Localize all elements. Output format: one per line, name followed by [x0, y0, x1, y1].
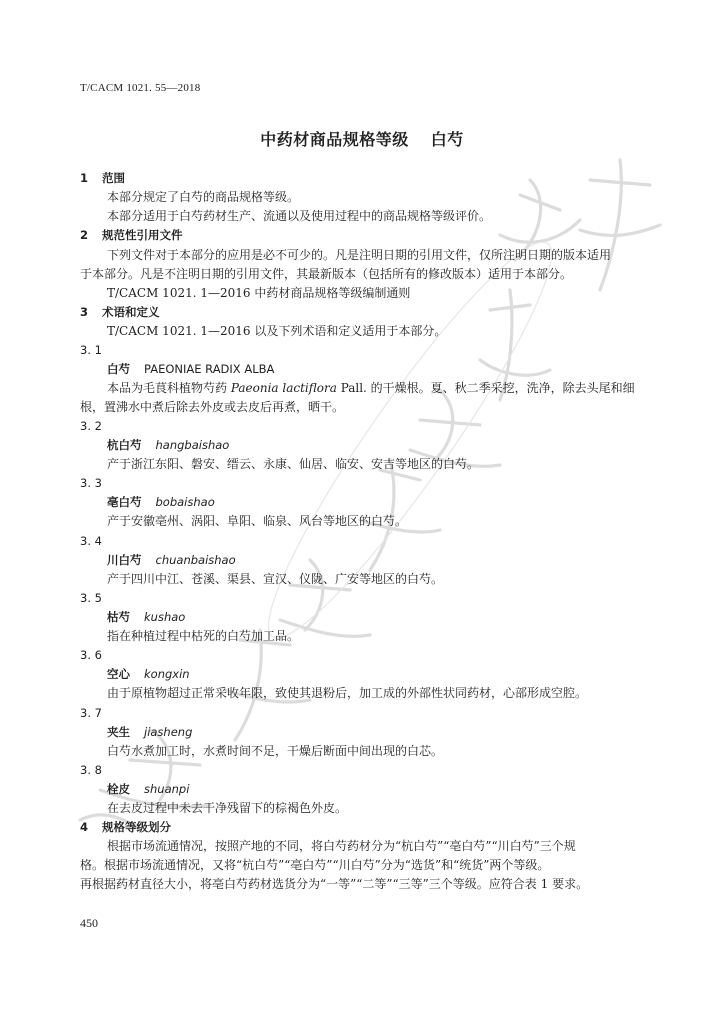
section-3-heading: 3 术语和定义: [80, 305, 160, 319]
section-4-line-1: 根据市场流通情况，按照产地的不同，将白芍药材分为“杭白芍”“亳白芍”“川白芍”三个规: [107, 839, 576, 853]
term-3-7-title: 夹生 jiasheng: [107, 725, 193, 739]
term-3-8-title: 栓皮 shuanpi: [107, 782, 190, 796]
section-4-heading: 4 规格等级划分: [80, 820, 171, 834]
term-3-1-number: 3. 1: [80, 343, 102, 357]
term-3-2-title: 杭白芍 hangbaishao: [107, 438, 230, 452]
document-title: [0, 130, 724, 150]
section-1-heading: 1 范围: [80, 171, 125, 185]
section-3-para-1: T/CACM 1021. 1—2016 以及下列术语和定义适用于本部分。: [107, 324, 447, 338]
standard-code: T/CACM 1021. 55—2018: [80, 82, 201, 94]
term-3-7-number: 3. 7: [80, 706, 102, 720]
term-3-6-number: 3. 6: [80, 648, 102, 662]
term-3-3-definition: 产于安徽亳州、涡阳、阜阳、临泉、风台等地区的白芍。: [107, 514, 408, 528]
term-3-4-title: 川白芍 chuanbaishao: [107, 553, 236, 567]
term-3-1-definition-line-1: 本品为毛茛科植物芍药 Paeonia lactiflora Pall. 的干燥根。夏、秋二季采挖，洗净，除去头尾和细: [107, 381, 635, 395]
term-3-3-number: 3. 3: [80, 476, 102, 490]
term-3-2-definition: 产于浙江东阳、磐安、缙云、永康、仙居、临安、安吉等地区的白芍。: [107, 457, 480, 471]
term-3-1-definition-line-2: 根，置沸水中煮后除去外皮或去皮后再煮，晒干。: [80, 400, 345, 414]
section-4-line-2: 格。根据市场流通情况，又将“杭白芍”“亳白芍”“川白芍”分为“选货”和“统货”两个等级。: [80, 858, 550, 872]
term-3-4-definition: 产于四川中江、苍溪、渠县、宣汉、仪陇、广安等地区的白芍。: [107, 572, 444, 586]
term-3-1-title: 白芍 PAEONIAE RADIX ALBA: [107, 362, 275, 376]
term-3-7-definition: 白芍水煮加工时，水煮时间不足，干燥后断面中间出现的白芯。: [107, 744, 444, 758]
term-3-8-definition: 在去皮过程中未去干净残留下的棕褐色外皮。: [107, 801, 348, 815]
section-2-para-1-line-2: 于本部分。凡是不注明日期的引用文件，其最新版本（包括所有的修改版本）适用于本部分。: [80, 267, 573, 281]
section-1-para-1: 本部分规定了白芍的商品规格等级。: [107, 190, 300, 204]
term-3-2-number: 3. 2: [80, 419, 102, 433]
term-3-4-number: 3. 4: [80, 534, 102, 548]
section-2-heading: 2 规范性引用文件: [80, 228, 183, 242]
section-2-para-2: T/CACM 1021. 1—2016 中药材商品规格等级编制通则: [107, 286, 411, 300]
section-4-line-3: 再根据药材直径大小，将亳白芍药材选货分为“一等”“二等”“三等”三个等级。应符合表 1 要求。: [80, 877, 589, 891]
term-3-5-number: 3. 5: [80, 591, 102, 605]
term-3-5-title: 枯芍 kushao: [107, 610, 186, 624]
term-3-8-number: 3. 8: [80, 763, 102, 777]
title-sub: 白芍: [430, 130, 464, 149]
title-main: 中药材商品规格等级: [260, 130, 409, 149]
term-3-6-definition: 由于原植物超过正常采收年限，致使其退粉后，加工成的外部性状同药材，心部形成空腔。: [107, 686, 588, 700]
term-3-5-definition: 指在种植过程中枯死的白芍加工品。: [107, 629, 300, 643]
term-3-6-title: 空心 kongxin: [107, 667, 190, 681]
section-2-para-1-line-1: 下列文件对于本部分的应用是必不可少的。凡是注明日期的引用文件，仅所注明日期的版本适用: [107, 248, 612, 262]
term-3-3-title: 亳白芍 bobaishao: [107, 495, 215, 509]
page-number: 450: [80, 916, 98, 930]
section-1-para-2: 本部分适用于白芍药材生产、流通以及使用过程中的商品规格等级评价。: [107, 209, 492, 223]
